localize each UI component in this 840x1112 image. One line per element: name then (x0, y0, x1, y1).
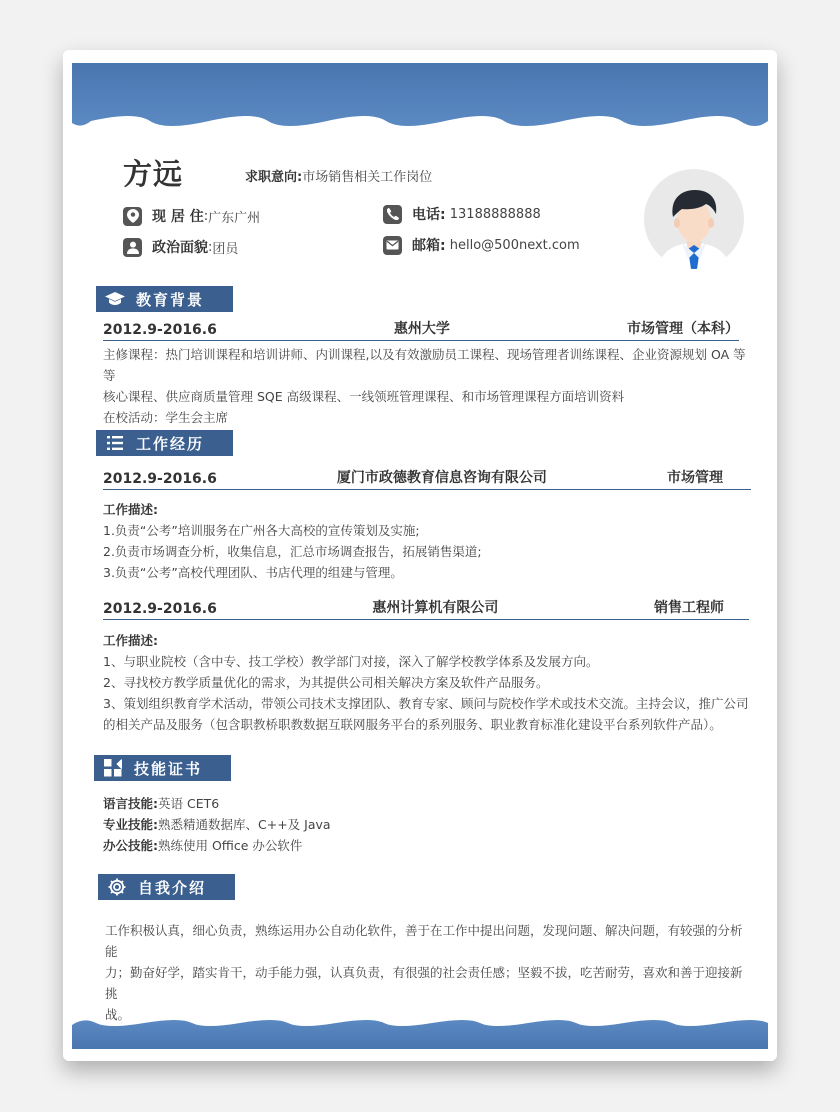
residence-label: 现 居 住 (152, 209, 204, 225)
about-line: 工作积极认真，细心负责，熟练运用办公自动化软件，善于在工作中提出问题，发现问题、解决问题，有较强的分析能 (105, 923, 743, 959)
person-icon (123, 238, 142, 257)
skill-label: 语言技能: (103, 796, 158, 811)
section-education-title: 教育背景 (136, 290, 205, 309)
section-work-title: 工作经历 (136, 434, 205, 453)
courses-line: 核心课程、供应商质量管理 SQE 高级课程、一线领班管理课程、和市场管理课程方面培训资料 (103, 389, 625, 404)
skill-item (103, 814, 753, 835)
mail-icon (383, 236, 402, 255)
skill-value: 英语 CET6 (158, 796, 220, 811)
political-value: 团员 (212, 241, 239, 257)
residence-colon: : (203, 208, 209, 224)
resume-page (63, 50, 777, 1061)
phone-icon (383, 205, 402, 224)
skill-label: 专业技能: (103, 817, 158, 832)
education-school: 惠州大学 (393, 321, 450, 337)
job-intent-value: 市场销售相关工作岗位 (302, 170, 433, 185)
job-intent (245, 166, 432, 185)
section-about-title: 自我介绍 (138, 878, 207, 897)
skill-value: 熟练使用 Office 办公软件 (158, 838, 303, 853)
gear-icon (106, 876, 128, 898)
activities-line: 在校活动：学生会主席 (103, 410, 229, 425)
section-about (98, 874, 235, 900)
skill-item (103, 793, 753, 814)
about-line: 力；勤奋好学，踏实肯干，动手能力强，认真负责，有很强的社会责任感；坚毅不拔，吃苦耐劳，喜欢和善于迎接新挑 (105, 965, 743, 1001)
residence-info (123, 206, 260, 226)
avatar-portrait-icon (644, 169, 744, 269)
top-wave-decoration (72, 63, 768, 131)
job-desc-line: 2、寻找校方教学质量优化的需求，为其提供公司相关解决方案及软件产品服务。 (103, 675, 549, 690)
about-text (105, 920, 753, 1025)
job-description (103, 499, 753, 583)
avatar (644, 169, 744, 269)
about-line: 战。 (105, 1007, 131, 1022)
job-position: 市场管理 (666, 470, 723, 486)
education-details (103, 344, 753, 428)
bottom-wave-decoration (72, 1017, 768, 1049)
job-desc-label: 工作描述: (103, 633, 158, 648)
job-desc-line: 的相关产品及服务（包含职教桥职教数据互联网服务平台的系列服务、职业教育标准化建设平台系列软件产品）。 (103, 717, 722, 732)
job-description (103, 630, 753, 735)
skill-value: 熟悉精通数据库、C++及 Java (158, 817, 331, 832)
job-row (103, 597, 749, 620)
list-icon (104, 432, 126, 454)
job-period: 2012.9-2016.6 (103, 601, 217, 617)
job-desc-line: 3.负责“公考”高校代理团队、书店代理的组建与管理。 (103, 565, 403, 580)
residence-value: 广东广州 (208, 210, 261, 226)
job-intent-label: 求职意向: (245, 170, 303, 185)
phone-label: 电话: (412, 207, 446, 223)
email-value: hello@500next.com (449, 237, 580, 253)
email-info (383, 235, 580, 255)
political-label: 政治面貌 (152, 240, 208, 256)
education-major: 市场管理（本科） (626, 321, 739, 337)
phone-info (383, 204, 541, 224)
section-work (96, 430, 233, 456)
job-desc-line: 1.负责“公考”培训服务在广州各大高校的宣传策划及实施; (103, 523, 420, 538)
job-desc-line: 1、与职业院校（含中专、技工学校）教学部门对接，深入了解学校教学体系及发展方向。 (103, 654, 599, 669)
skill-item (103, 835, 753, 856)
section-education (96, 286, 233, 312)
skills-list (103, 793, 753, 856)
section-skills (94, 755, 231, 781)
section-skills-title: 技能证书 (134, 759, 203, 778)
job-company: 厦门市政德教育信息咨询有限公司 (336, 470, 547, 486)
grid-apps-icon (102, 757, 124, 779)
education-row (103, 318, 739, 341)
graduation-cap-icon (104, 288, 126, 310)
job-desc-line: 2.负责市场调查分析，收集信息，汇总市场调查报告，拓展销售渠道; (103, 544, 482, 559)
job-desc-label: 工作描述: (103, 502, 158, 517)
education-period: 2012.9-2016.6 (103, 322, 217, 338)
job-company: 惠州计算机有限公司 (372, 600, 499, 616)
job-desc-line: 3、策划组织教育学术活动，带领公司技术支撑团队、教育专家、顾问与院校作学术或技术交流。主持会议，推广公司 (103, 696, 749, 711)
job-row (103, 467, 751, 490)
political-info (123, 237, 238, 257)
job-period: 2012.9-2016.6 (103, 471, 217, 487)
courses-line: 主修课程：热门培训课程和培训讲师、内训课程,以及有效激励员工课程、现场管理者训练课程、企业资源规划 OA 等等 (103, 347, 746, 383)
skill-label: 办公技能: (103, 838, 158, 853)
phone-value: 13188888888 (449, 206, 541, 222)
job-position: 销售工程师 (653, 600, 724, 616)
candidate-name: 方远 (123, 157, 184, 191)
email-label: 邮箱: (412, 238, 446, 254)
political-colon: : (208, 239, 213, 255)
location-pin-icon (123, 207, 142, 226)
